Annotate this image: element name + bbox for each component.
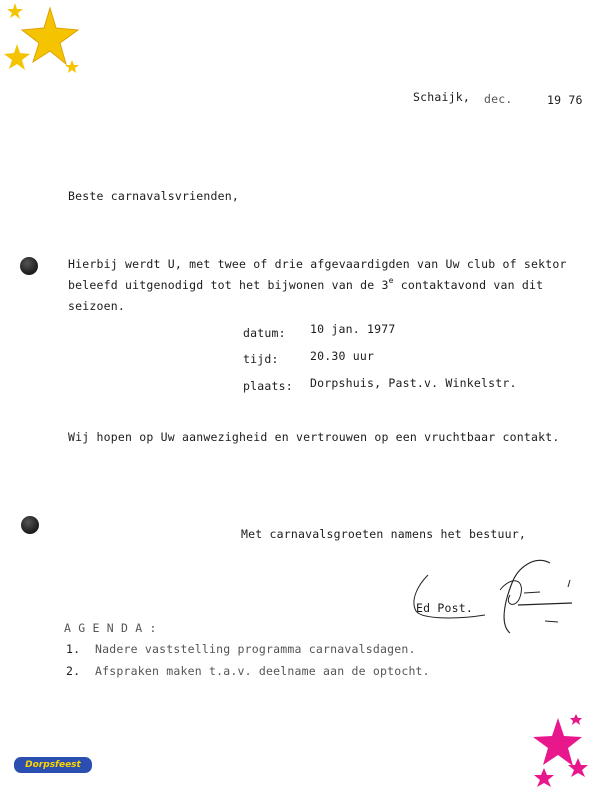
body-line-3: seizoen. — [68, 299, 125, 313]
header-month: dec. — [484, 92, 513, 106]
body-line-2-sup: e — [388, 276, 394, 285]
agenda-item-1-num: 1. — [66, 642, 81, 656]
salutation: Beste carnavalsvrienden, — [68, 189, 239, 203]
body-line-2 — [68, 278, 543, 292]
body-line-2a: beleefd uitgenodigd tot het bijwonen van de 3 — [68, 278, 389, 292]
place-value: Dorpshuis, Past.v. Winkelstr. — [310, 376, 517, 390]
header-place: Schaijk, — [413, 90, 470, 104]
time-label: tijd: — [243, 352, 279, 366]
agenda-item-2-num: 2. — [66, 664, 81, 678]
place-label: plaats: — [243, 379, 293, 393]
punch-hole — [21, 516, 39, 534]
dorpsfeest-logo: Dorpsfeest — [14, 757, 92, 773]
small-star-icon — [534, 768, 554, 787]
header-year: 19 76 — [547, 93, 583, 107]
date-value: 10 jan. 1977 — [310, 322, 396, 336]
large-star-icon — [533, 718, 582, 766]
handwritten-signature — [400, 545, 580, 645]
large-star-icon — [22, 8, 78, 64]
closing-line: Wij hopen op Uw aanwezigheid en vertrouwen op een vruchtbaar contakt. — [68, 430, 560, 444]
small-star-icon — [4, 44, 30, 70]
pink-stars-decoration — [520, 712, 595, 794]
time-value: 20.30 uur — [310, 349, 375, 363]
agenda-item-2-text: Afspraken maken t.a.v. deelname aan de optocht. — [95, 664, 430, 678]
date-label: datum: — [243, 326, 286, 340]
tiny-star-icon — [65, 60, 79, 73]
tiny-star-icon — [570, 714, 582, 725]
gold-stars-decoration — [0, 0, 90, 80]
greeting: Met carnavalsgroeten namens het bestuur, — [241, 527, 526, 541]
body-line-2b: contaktavond van dit — [400, 278, 544, 292]
agenda-item-1-text: Nadere vaststelling programma carnavalsdagen. — [95, 642, 416, 656]
agenda-title: A G E N D A : — [64, 621, 157, 635]
tiny-star-icon — [7, 3, 23, 19]
signatory-name: Ed Post. — [416, 601, 473, 615]
punch-hole — [20, 257, 38, 275]
body-line-1: Hierbij werdt U, met twee of drie afgevaardigden van Uw club of sektor — [68, 257, 567, 271]
